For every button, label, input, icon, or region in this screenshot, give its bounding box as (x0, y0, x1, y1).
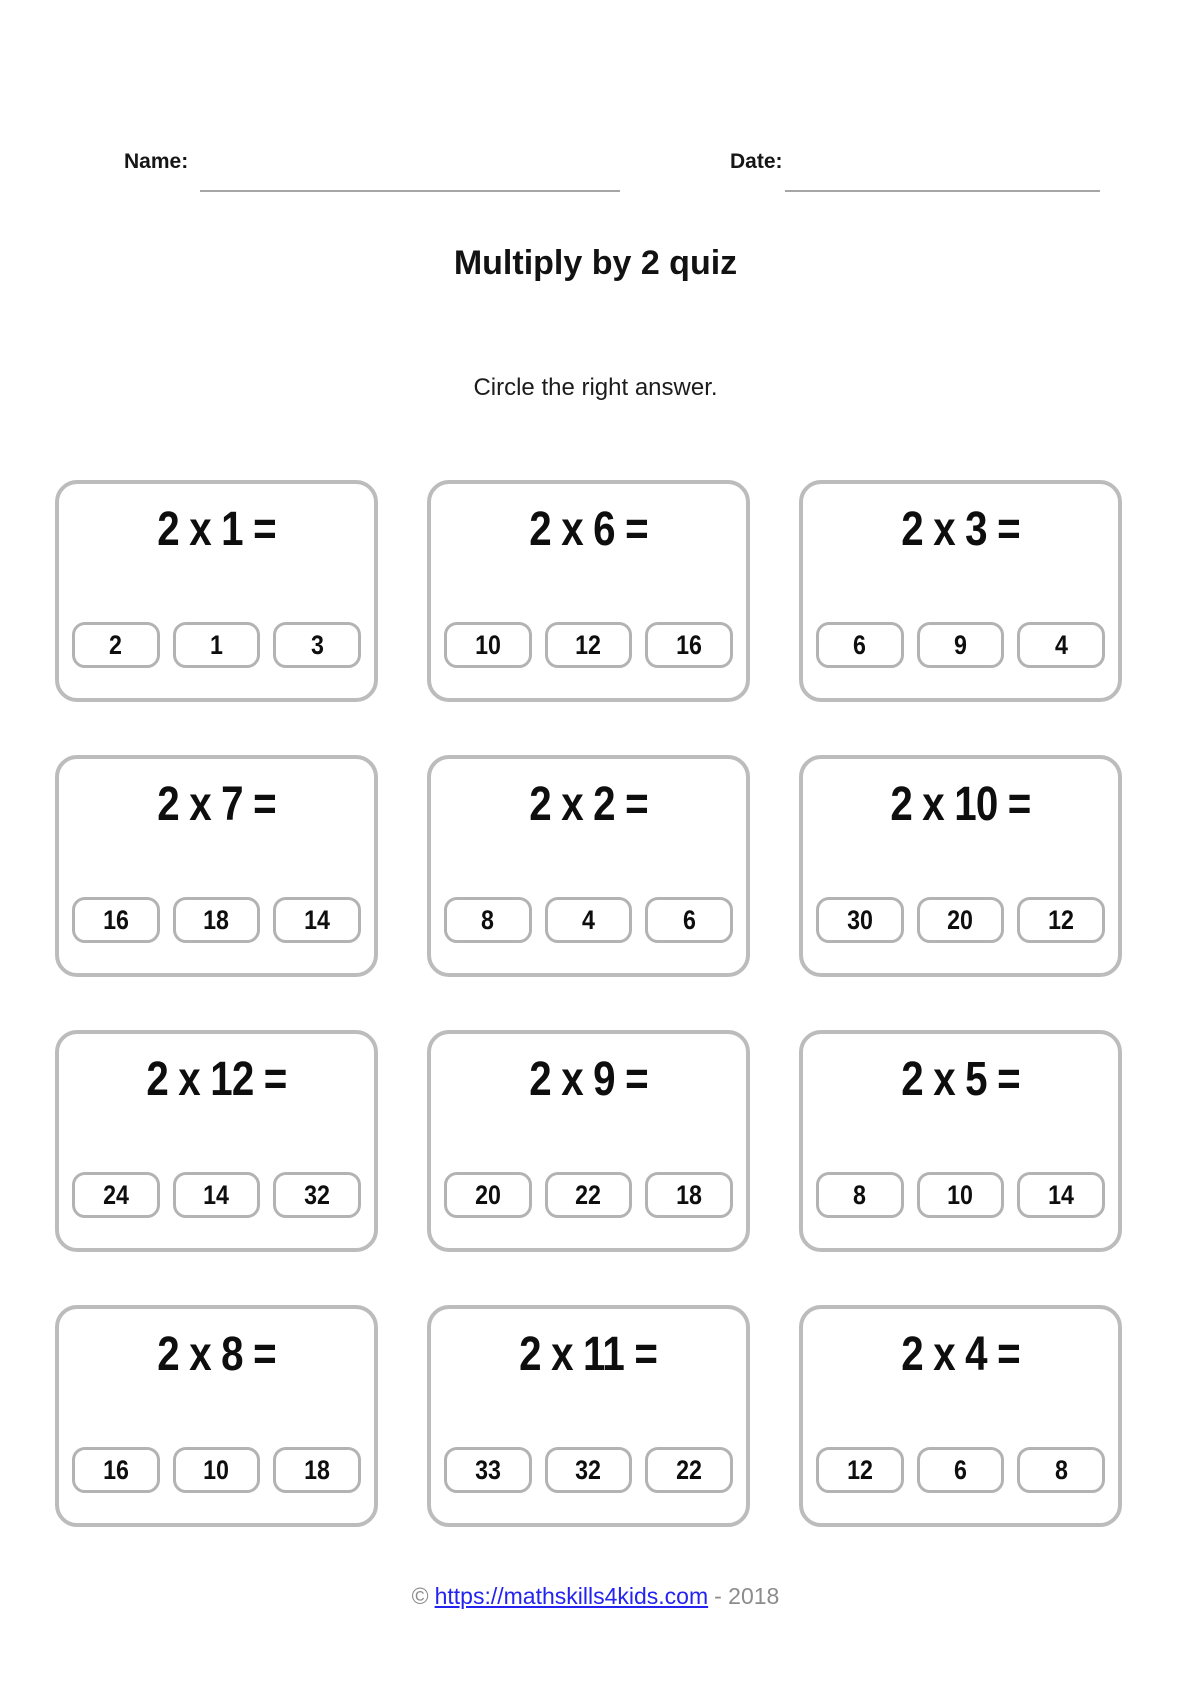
answer-choice[interactable] (444, 1447, 532, 1493)
answer-choice[interactable] (816, 1447, 904, 1493)
answer-choice[interactable] (1017, 1172, 1105, 1218)
question-prompt-row (59, 1052, 374, 1107)
answer-choices (816, 1447, 1105, 1493)
answer-choice-value: 20 (474, 1179, 501, 1210)
question-prompt-row (431, 502, 746, 557)
question-prompt-row (803, 1327, 1118, 1382)
question-card (799, 1305, 1122, 1527)
answer-choice-value: 12 (1048, 904, 1075, 935)
answer-choice[interactable] (645, 622, 733, 668)
question-prompt: 2 x 10 = (890, 778, 1031, 831)
question-prompt: 2 x 12 = (146, 1053, 287, 1106)
question-prompt-row (59, 502, 374, 557)
name-label: Name: (124, 150, 189, 173)
answer-choice-value: 4 (582, 904, 595, 935)
question-prompt: 2 x 6 = (529, 503, 648, 556)
answer-choices (72, 622, 361, 668)
answer-choice-value: 33 (474, 1454, 501, 1485)
answer-choice[interactable] (545, 1172, 633, 1218)
answer-choice-value: 2 (109, 629, 123, 660)
answer-choice[interactable] (645, 1447, 733, 1493)
answer-choice[interactable] (72, 897, 160, 943)
question-card (55, 1305, 378, 1527)
answer-choice-value: 9 (954, 629, 967, 660)
answer-choice-value: 10 (947, 1179, 974, 1210)
answer-choice-value: 16 (676, 629, 703, 660)
answer-choice-value: 32 (575, 1454, 602, 1485)
answer-choice-value: 22 (575, 1179, 602, 1210)
question-prompt: 2 x 8 = (157, 1328, 276, 1381)
answer-choice-value: 18 (203, 904, 230, 935)
page-title: Multiply by 2 quiz (453, 244, 738, 282)
answer-choice-value: 30 (846, 904, 873, 935)
answer-choices (72, 1447, 361, 1493)
answer-choices (444, 1172, 733, 1218)
answer-choice-value: 12 (846, 1454, 873, 1485)
answer-choice[interactable] (917, 622, 1005, 668)
answer-choice-value: 14 (304, 904, 331, 935)
footer-link[interactable]: https://mathskills4kids.com (434, 1583, 709, 1609)
answer-choice[interactable] (1017, 1447, 1105, 1493)
question-card (427, 1305, 750, 1527)
question-prompt-row (431, 1052, 746, 1107)
answer-choice[interactable] (173, 622, 261, 668)
question-prompt: 2 x 9 = (529, 1053, 648, 1106)
copyright-symbol: © (411, 1583, 429, 1609)
question-prompt: 2 x 2 = (529, 778, 648, 831)
answer-choice-value: 18 (304, 1454, 331, 1485)
answer-choice[interactable] (645, 897, 733, 943)
answer-choice[interactable] (444, 897, 532, 943)
answer-choice-value: 3 (310, 629, 324, 660)
answer-choice-value: 32 (304, 1179, 331, 1210)
answer-choices (444, 622, 733, 668)
question-card (427, 1030, 750, 1252)
answer-choice[interactable] (917, 1447, 1005, 1493)
question-card (55, 1030, 378, 1252)
answer-choice[interactable] (173, 1447, 261, 1493)
question-prompt-row (431, 1327, 746, 1382)
answer-choice[interactable] (273, 1447, 361, 1493)
question-prompt-row (803, 502, 1118, 557)
answer-choice[interactable] (645, 1172, 733, 1218)
question-grid (55, 480, 1122, 1527)
answer-choice[interactable] (1017, 897, 1105, 943)
name-input-line[interactable] (200, 164, 620, 192)
question-prompt: 2 x 4 = (901, 1328, 1020, 1381)
answer-choice-value: 8 (481, 904, 495, 935)
answer-choice-value: 22 (676, 1454, 703, 1485)
question-card (55, 755, 378, 977)
answer-choice[interactable] (72, 1447, 160, 1493)
answer-choice-value: 24 (102, 1179, 129, 1210)
answer-choice[interactable] (273, 1172, 361, 1218)
answer-choice[interactable] (444, 622, 532, 668)
answer-choice-value: 10 (203, 1454, 230, 1485)
answer-choice[interactable] (816, 622, 904, 668)
footer-year: - 2018 (714, 1583, 780, 1609)
question-card (427, 480, 750, 702)
answer-choice-value: 14 (1048, 1179, 1075, 1210)
question-prompt-row (59, 1327, 374, 1382)
date-input-line[interactable] (785, 164, 1100, 192)
answer-choice[interactable] (545, 1447, 633, 1493)
answer-choice[interactable] (545, 622, 633, 668)
answer-choice[interactable] (816, 897, 904, 943)
answer-choice-value: 4 (1054, 629, 1068, 660)
answer-choice[interactable] (273, 897, 361, 943)
question-card (799, 755, 1122, 977)
answer-choices (72, 897, 361, 943)
answer-choice[interactable] (273, 622, 361, 668)
answer-choice-value: 16 (102, 904, 129, 935)
answer-choice-value: 6 (954, 1454, 967, 1485)
answer-choice[interactable] (444, 1172, 532, 1218)
answer-choices (816, 897, 1105, 943)
question-prompt: 2 x 11 = (519, 1328, 658, 1381)
answer-choice[interactable] (816, 1172, 904, 1218)
answer-choice-value: 8 (1054, 1454, 1068, 1485)
answer-choices (72, 1172, 361, 1218)
answer-choice[interactable] (545, 897, 633, 943)
question-prompt-row (803, 1052, 1118, 1107)
answer-choices (816, 1172, 1105, 1218)
instruction-text: Circle the right answer. (473, 374, 718, 401)
question-prompt: 2 x 7 = (157, 778, 276, 831)
answer-choice[interactable] (173, 897, 261, 943)
answer-choice-value: 14 (203, 1179, 230, 1210)
answer-choice[interactable] (917, 1172, 1005, 1218)
answer-choice[interactable] (1017, 622, 1105, 668)
answer-choice[interactable] (72, 1172, 160, 1218)
question-prompt-row (803, 777, 1118, 832)
footer (0, 1583, 1191, 1610)
answer-choice-value: 12 (575, 629, 602, 660)
answer-choices (444, 897, 733, 943)
answer-choice-value: 10 (474, 629, 501, 660)
question-card (799, 1030, 1122, 1252)
question-card (799, 480, 1122, 702)
date-label: Date: (730, 150, 783, 173)
question-card (55, 480, 378, 702)
question-prompt: 2 x 3 = (901, 503, 1020, 556)
question-prompt-row (431, 777, 746, 832)
answer-choice-value: 20 (947, 904, 974, 935)
answer-choice-value: 16 (102, 1454, 129, 1485)
question-prompt: 2 x 5 = (901, 1053, 1020, 1106)
answer-choice-value: 8 (853, 1179, 867, 1210)
answer-choices (444, 1447, 733, 1493)
answer-choice[interactable] (917, 897, 1005, 943)
answer-choice[interactable] (72, 622, 160, 668)
answer-choice-value: 1 (210, 629, 223, 660)
question-prompt-row (59, 777, 374, 832)
answer-choice-value: 6 (853, 629, 867, 660)
answer-choice[interactable] (173, 1172, 261, 1218)
question-card (427, 755, 750, 977)
answer-choice-value: 6 (682, 904, 696, 935)
answer-choices (816, 622, 1105, 668)
question-prompt: 2 x 1 = (157, 503, 276, 556)
answer-choice-value: 18 (676, 1179, 703, 1210)
